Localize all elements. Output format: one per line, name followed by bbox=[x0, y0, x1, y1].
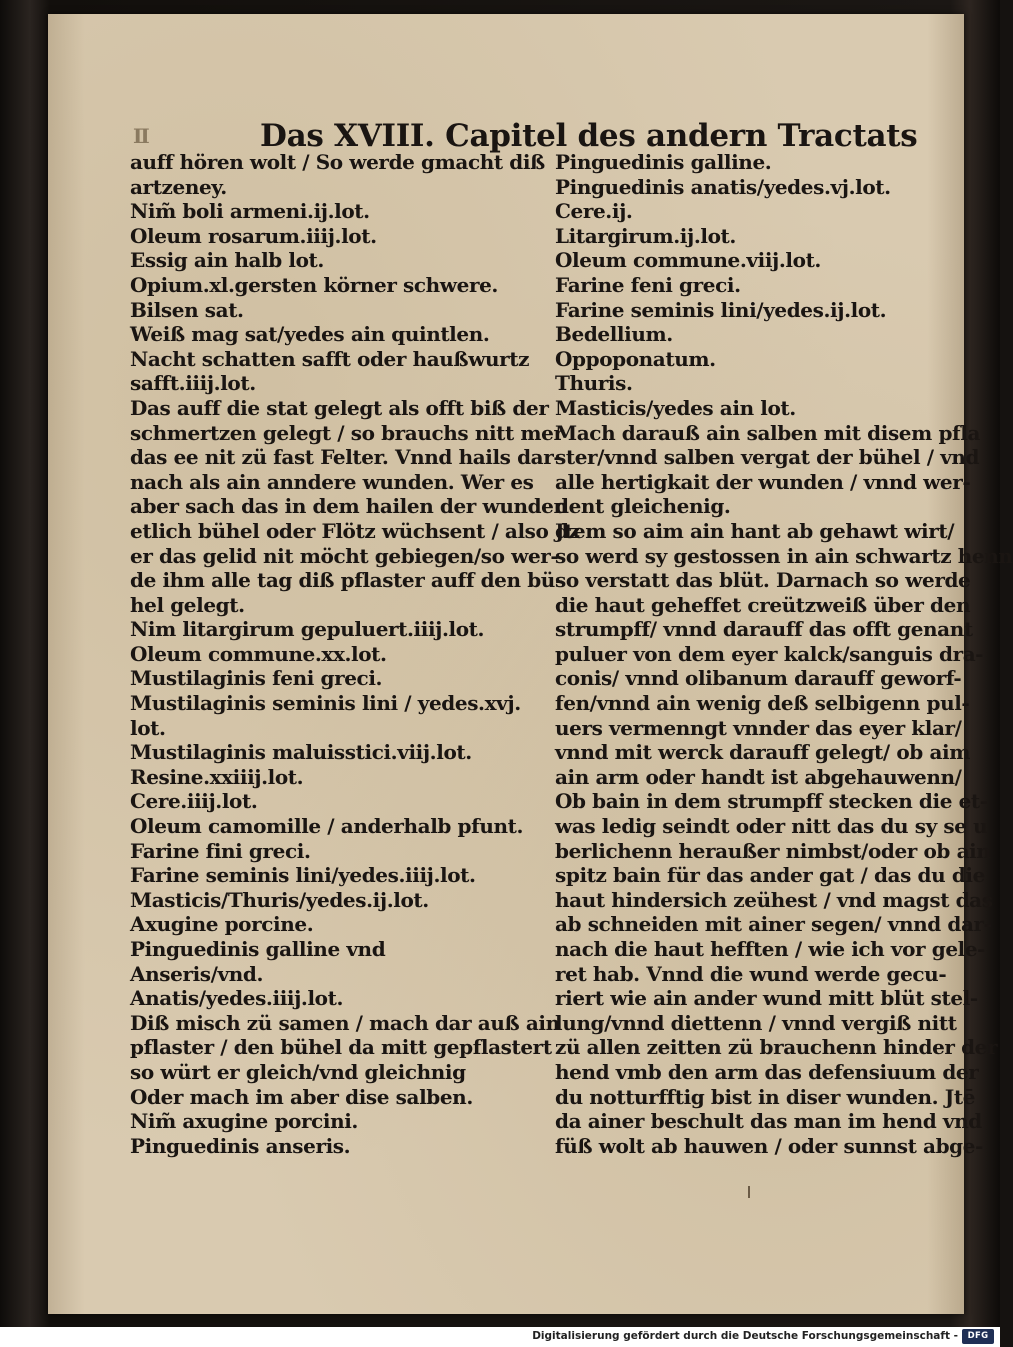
text-line: Ob bain in dem strumpff stecken die et- bbox=[555, 789, 988, 814]
text-line: safft.iiij.lot. bbox=[130, 371, 256, 396]
text-line: Farine feni greci. bbox=[555, 272, 741, 297]
text-line: auff hören wolt / So werde gmacht diß bbox=[130, 150, 545, 174]
text-line: aber sach das in dem hailen der wunden bbox=[130, 494, 568, 519]
page-header: Das XVIII. Capitel des andern Tractats bbox=[260, 118, 918, 154]
text-line: puluer von dem eyer kalck/sanguis dra- bbox=[555, 641, 984, 666]
text-line: Mach darauß ain salben mit disem pfla bbox=[555, 420, 981, 445]
text-line: füß wolt ab hauwen / oder sunnst abge- bbox=[555, 1133, 983, 1158]
text-line: Opium.xl.gersten körner schwere. bbox=[130, 272, 498, 297]
text-line: Nim̃ boli armeni.ij.lot. bbox=[130, 199, 370, 224]
footer-credit: Digitalisierung gefördert durch die Deutsche Forschungsgemeinschaft - bbox=[532, 1330, 958, 1342]
text-line: Masticis/yedes ain lot. bbox=[555, 395, 796, 420]
text-line: Essig ain halb lot. bbox=[130, 248, 324, 273]
text-line: zü allen zeitten zü brauchenn hinder der bbox=[555, 1035, 998, 1060]
text-line: schmertzen gelegt / so brauchs nitt mer bbox=[130, 420, 564, 445]
text-line: Nacht schatten safft oder haußwurtz bbox=[130, 346, 530, 371]
text-line: so verstatt das blüt. Darnach so werde bbox=[555, 568, 971, 593]
footer-bar bbox=[0, 1327, 1000, 1347]
text-line: Oleum camomille / anderhalb pfunt. bbox=[130, 814, 524, 839]
text-line: Oleum rosarum.iiij.lot. bbox=[130, 223, 377, 248]
text-line: Pinguedinis anseris. bbox=[130, 1133, 351, 1158]
left-text-column bbox=[130, 150, 580, 1158]
text-line: fen/vnnd ain wenig deß selbigenn pul- bbox=[555, 691, 970, 716]
text-line: ster/vnnd salben vergat der bühel / vnd bbox=[555, 445, 980, 470]
text-line: Farine seminis lini/yedes.ij.lot. bbox=[555, 297, 887, 322]
text-line: Mustilaginis seminis lini / yedes.xvj. bbox=[130, 691, 521, 716]
text-line: Mustilaginis maluisstici.viij.lot. bbox=[130, 740, 472, 765]
text-line: ret hab. Vnnd die wund werde gecu- bbox=[555, 961, 947, 986]
text-line: ain arm oder handt ist abgehauwenn/ bbox=[555, 764, 962, 789]
text-line: so werd sy gestossen in ain schwartz henn bbox=[555, 543, 1013, 568]
text-line: uers vermenngt vnnder das eyer klar/ bbox=[555, 715, 962, 740]
text-line: lung/vnnd diettenn / vnnd vergiß nitt bbox=[555, 1010, 957, 1035]
text-line: ab schneiden mit ainer segen/ vnnd dar- bbox=[555, 912, 992, 937]
text-line: da ainer beschult das man im hend vnd bbox=[555, 1109, 982, 1134]
text-line: Resine.xxiiij.lot. bbox=[130, 764, 304, 789]
text-line: Nim litargirum gepuluert.iiij.lot. bbox=[130, 617, 485, 642]
text-line: Bedellium. bbox=[555, 322, 673, 347]
text-line: so würt er gleich/vnd gleichnig bbox=[130, 1059, 466, 1084]
text-line: riert wie ain ander wund mitt blüt stel- bbox=[555, 986, 978, 1011]
text-line: Diß misch zü samen / mach dar auß ain bbox=[130, 1010, 560, 1035]
text-line: Das auff die stat gelegt als offt biß der bbox=[130, 395, 549, 420]
text-line: Axugine porcine. bbox=[130, 912, 314, 937]
text-line: de ihm alle tag diß pflaster auff den bü- bbox=[130, 568, 563, 593]
text-line: berlichenn heraußer nimbst/oder ob ain bbox=[555, 838, 991, 863]
text-line: Oleum commune.viij.lot. bbox=[555, 248, 821, 273]
folio-number: II bbox=[133, 124, 148, 148]
text-line: vnnd mit werck darauff gelegt/ ob aim bbox=[555, 740, 970, 765]
text-line: Jtem so aim ain hant ab gehawt wirt/ bbox=[555, 518, 955, 543]
ink-mark bbox=[748, 1186, 750, 1198]
text-line: nach als ain anndere wunden. Wer es bbox=[130, 469, 534, 494]
text-line: strumpff/ vnnd darauff das offt genant bbox=[555, 617, 973, 642]
text-line: Anseris/vnd. bbox=[130, 961, 264, 986]
text-line: spitz bain für das ander gat / das du die bbox=[555, 863, 985, 888]
text-line: pflaster / den bühel da mitt gepflastert bbox=[130, 1035, 552, 1060]
text-line: das ee nit zü fast Felter. Vnnd hails dar- bbox=[130, 445, 562, 470]
text-line: Cere.ij. bbox=[555, 199, 633, 224]
text-line: was ledig seindt oder nitt das du sy se u bbox=[555, 814, 988, 839]
text-line: lot. bbox=[130, 715, 166, 740]
text-line: Pinguedinis galline. bbox=[555, 150, 772, 174]
text-line: Oder mach im aber dise salben. bbox=[130, 1084, 473, 1109]
text-line: conis/ vnnd olibanum darauff geworf- bbox=[555, 666, 962, 691]
text-line: Anatis/yedes.iiij.lot. bbox=[130, 986, 344, 1011]
text-line: Litargirum.ij.lot. bbox=[555, 223, 736, 248]
text-line: Cere.iiij.lot. bbox=[130, 789, 258, 814]
text-line: hend vmb den arm das defensiuum der bbox=[555, 1059, 979, 1084]
text-line: Pinguedinis anatis/yedes.vj.lot. bbox=[555, 174, 891, 199]
text-line: dent gleichenig. bbox=[555, 494, 731, 519]
text-line: Oppoponatum. bbox=[555, 346, 716, 371]
text-line: du notturfftig bist in diser wunden. Jtē bbox=[555, 1084, 976, 1109]
text-line: Nim̃ axugine porcini. bbox=[130, 1109, 358, 1134]
text-line: Mustilaginis feni greci. bbox=[130, 666, 383, 691]
text-line: nach die haut hefften / wie ich vor gele- bbox=[555, 937, 986, 961]
text-line: Pinguedinis galline vnd bbox=[130, 937, 386, 961]
text-line: Thuris. bbox=[555, 371, 633, 396]
text-line: er das gelid nit möcht gebiegen/so wer- bbox=[130, 543, 559, 568]
text-line: artzeney. bbox=[130, 174, 227, 199]
text-line: alle hertigkait der wunden / vnnd wer- bbox=[555, 469, 971, 494]
text-line: etlich bühel oder Flötz wüchsent / also dz bbox=[130, 518, 580, 543]
dfg-logo-icon: DFG bbox=[962, 1329, 994, 1344]
text-line: haut hindersich zeühest / vnd magst das bbox=[555, 887, 993, 912]
text-line: Oleum commune.xx.lot. bbox=[130, 641, 387, 666]
text-line: die haut geheffet creützweiß über den bbox=[555, 592, 971, 617]
text-line: Farine seminis lini/yedes.iiij.lot. bbox=[130, 863, 476, 888]
text-line: Bilsen sat. bbox=[130, 297, 244, 322]
text-line: hel gelegt. bbox=[130, 592, 245, 617]
right-text-column bbox=[555, 150, 1013, 1158]
text-line: Farine fini greci. bbox=[130, 838, 311, 863]
text-line: Masticis/Thuris/yedes.ij.lot. bbox=[130, 887, 429, 912]
text-line: Weiß mag sat/yedes ain quintlen. bbox=[130, 322, 490, 347]
